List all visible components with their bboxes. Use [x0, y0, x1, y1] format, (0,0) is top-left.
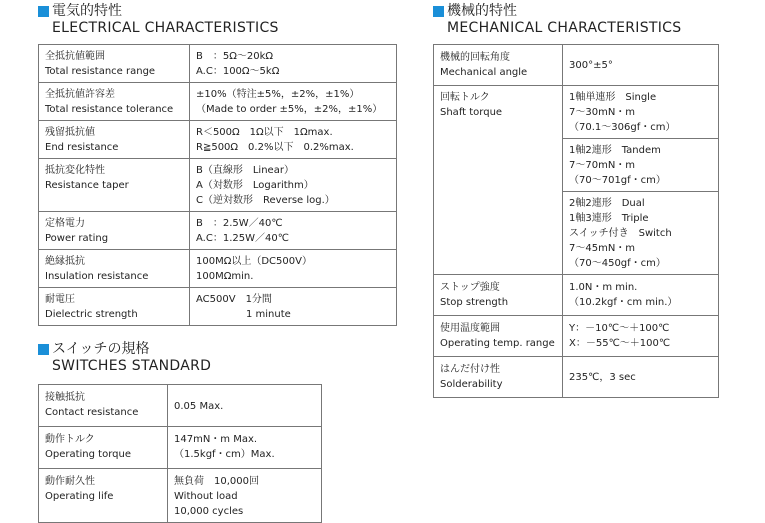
row-value: 100MΩ以上（DC500V）	[196, 256, 312, 267]
table-row	[39, 159, 397, 212]
row-value: 100MΩmin.	[196, 271, 254, 282]
table-row	[39, 83, 397, 121]
row-value: R＜500Ω 1Ω以下 1Ωmax.	[196, 127, 333, 138]
row-label-jp: ストップ強度	[440, 282, 500, 293]
row-value: B ：5Ω～20kΩ	[196, 51, 274, 62]
row-label-en: Total resistance tolerance	[45, 104, 174, 115]
electrical-table	[38, 44, 397, 326]
row-label-jp: 使用温度範囲	[440, 323, 500, 334]
row-value: A.C：100Ω～5kΩ	[196, 66, 280, 77]
row-value: （70～450gf・cm）	[569, 258, 666, 269]
table-row	[434, 86, 719, 139]
row-value: B（直線形 Linear）	[196, 165, 294, 176]
row-value: 7～30mN・m	[569, 107, 636, 118]
row-label-en: Stop strength	[440, 297, 509, 308]
row-label-en: Operating torque	[45, 449, 131, 460]
row-label-en: Shaft torque	[440, 107, 503, 118]
row-label-jp: 全抵抗値許容差	[45, 89, 115, 100]
row-value: R≧500Ω 0.2%以下 0.2%max.	[196, 142, 354, 153]
row-label-en: Total resistance range	[45, 66, 156, 77]
row-label-jp: 動作トルク	[45, 434, 95, 445]
row-value: Y：－10℃～＋100℃	[569, 323, 670, 334]
electrical-heading	[38, 3, 279, 37]
row-value: ±10%（特注±5%，±2%，±1%）	[196, 89, 360, 100]
bullet-square-icon	[38, 6, 49, 17]
table-row	[39, 212, 397, 250]
table-row	[39, 288, 397, 326]
table-row	[39, 250, 397, 288]
row-label-jp: 接触抵抗	[45, 392, 85, 403]
switches-title-jp: スイッチの規格	[52, 341, 150, 357]
row-value: （70.1～306gf・cm）	[569, 122, 676, 133]
row-value: 0.05 Max.	[174, 400, 224, 412]
mechanical-heading	[433, 3, 681, 37]
switches-title-en: SWITCHES STANDARD	[52, 358, 212, 374]
row-value: Without load	[174, 491, 238, 502]
row-value: A（対数形 Logarithm）	[196, 180, 314, 191]
row-label-en: Solderability	[440, 379, 503, 390]
row-label-jp: 絶縁抵抗	[45, 256, 85, 267]
table-row	[434, 45, 719, 86]
table-row	[434, 316, 719, 357]
row-label-jp: 残留抵抗値	[45, 127, 95, 138]
row-label-jp: 動作耐久性	[45, 476, 95, 487]
switches-heading	[38, 341, 211, 375]
row-value: 1 minute	[196, 309, 291, 320]
row-label-jp: はんだ付け性	[440, 364, 500, 375]
row-value: 235℃，3 sec	[569, 372, 636, 383]
row-value: C（逆対数形 Reverse log.）	[196, 195, 335, 206]
electrical-title-en: ELECTRICAL CHARACTERISTICS	[52, 20, 279, 36]
row-value: （70～701gf・cm）	[569, 175, 666, 186]
row-value: 無負荷 10,000回	[174, 476, 259, 487]
row-label-jp: 回転トルク	[440, 92, 490, 103]
mechanical-table	[433, 44, 719, 398]
row-label-en: Resistance taper	[45, 180, 129, 191]
row-value: X：－55℃～＋100℃	[569, 338, 671, 349]
row-value: 147mN・m Max.	[174, 434, 258, 445]
row-label-en: End resistance	[45, 142, 119, 153]
row-label-en: Operating life	[45, 491, 114, 502]
row-label-jp: 耐電圧	[45, 294, 75, 305]
row-label-en: Power rating	[45, 233, 109, 244]
row-value: 7～70mN・m	[569, 160, 636, 171]
row-label-jp: 機械的回転角度	[440, 52, 510, 63]
table-row	[39, 45, 397, 83]
row-value: A.C：1.25W／40℃	[196, 233, 289, 244]
row-label-jp: 全抵抗値範囲	[45, 51, 105, 62]
table-row	[39, 469, 322, 523]
table-row	[434, 275, 719, 316]
row-label-en: Insulation resistance	[45, 271, 149, 282]
row-value: 1軸単連形 Single	[569, 92, 657, 103]
bullet-square-icon	[433, 6, 444, 17]
electrical-title-jp: 電気的特性	[52, 3, 122, 19]
row-label-jp: 定格電力	[45, 218, 85, 229]
row-label-en: Mechanical angle	[440, 67, 528, 78]
row-value: 1軸2連形 Tandem	[569, 145, 661, 156]
row-label-jp: 抵抗変化特性	[45, 165, 105, 176]
row-value: （1.5kgf・cm）Max.	[174, 449, 275, 460]
mechanical-title-en: MECHANICAL CHARACTERISTICS	[447, 20, 682, 36]
row-value: AC500V 1分間	[196, 294, 272, 305]
table-row	[434, 357, 719, 398]
row-value: （Made to order ±5%，±2%，±1%）	[196, 104, 383, 115]
row-value: 10,000 cycles	[174, 506, 244, 517]
row-label-en: Contact resistance	[45, 407, 139, 418]
table-row	[39, 385, 322, 427]
table-row	[39, 427, 322, 469]
bullet-square-icon	[38, 344, 49, 355]
switches-table	[38, 384, 322, 523]
row-value: スイッチ付き Switch	[569, 228, 672, 239]
row-value: 2軸2連形 Dual	[569, 198, 645, 209]
mechanical-title-jp: 機械的特性	[447, 3, 517, 19]
row-value: 1.0N・m min.	[569, 282, 638, 293]
row-value: 7～45mN・m	[569, 243, 636, 254]
row-label-en: Operating temp. range	[440, 338, 555, 349]
row-value: （10.2kgf・cm min.）	[569, 297, 678, 308]
row-label-en: Dielectric strength	[45, 309, 138, 320]
row-value: B ：2.5W／40℃	[196, 218, 283, 229]
table-row	[39, 121, 397, 159]
row-value: 300°±5°	[569, 60, 613, 71]
row-value: 1軸3連形 Triple	[569, 213, 649, 224]
